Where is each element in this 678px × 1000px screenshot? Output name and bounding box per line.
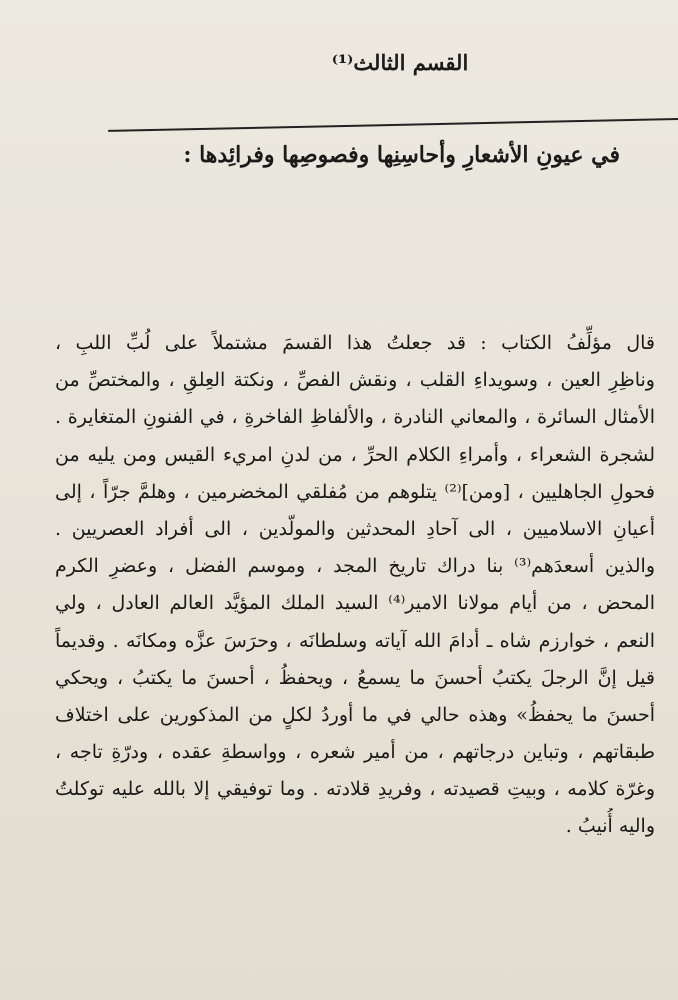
body-line: الأمثال السائرة ، والمعاني النادرة ، والألفاظِ الفاخرةِ ، في الفنونِ المتغايرة .	[55, 406, 655, 429]
body-line: فحولِ الجاهليين ، [ومن]⁽²⁾ يتلوهم من مُفلقي المخضرمين ، وهلمَّ جرّاً ، إلى	[55, 480, 655, 503]
body-line: طبقاتهم ، وتباين درجاتهم ، من أمير شعره ، وواسطةِ عقده ، ودرّةِ تاجه ،	[55, 741, 655, 764]
page-title: القسم الثالث⁽¹⁾	[331, 50, 469, 75]
header-rule	[108, 118, 678, 132]
body-line: أعيانِ الاسلاميين ، الى آحادِ المحدثين والمولّدين ، الى أفراد العصريين .	[55, 517, 655, 540]
section-heading: في عيونِ الأشعارِ وأحاسِنِها وفصوصِها وفرائِدها :	[183, 142, 620, 168]
body-line: وغرّة كلامه ، وبيتِ قصيدته ، وفريدِ قلادته . وما توفيقي إلا بالله عليه توكلتُ	[55, 778, 655, 801]
body-line: قال مؤلِّفُ الكتاب : قد جعلتُ هذا القسمَ مشتملاً على لُبِّ اللبِ ،	[55, 332, 655, 354]
body-line: لشجرة الشعراء ، وأمراءِ الكلام الحرِّ ، من لدنِ امريء القيس ومن يليه من	[55, 443, 655, 466]
body-line: النعم ، خوارزم شاه ـ أدامَ الله آياته وسلطانَه ، وحرَسَ عزَّه ومكانَه . وقديماً	[55, 629, 655, 652]
body-line: أحسنَ ما يحفظُ» وهذه حالي في ما أوردُ لكلٍ من المذكورين على اختلاف	[55, 703, 655, 726]
body-paragraph	[55, 325, 655, 846]
body-line: قيل إنَّ الرجلَ يكتبُ أحسنَ ما يسمعُ ، ويحفظُ ، أحسنَ ما يكتبُ ، ويحكي	[55, 666, 655, 689]
body-line: واليه أُنيبُ .	[565, 815, 655, 838]
body-line: المحض ، من أيام مولانا الامير⁽⁴⁾ السيد الملك المؤيَّد العالم العادل ، ولي	[55, 592, 655, 615]
show-through-text	[473, 18, 478, 36]
body-line: وناظِرِ العين ، وسويداءِ القلب ، ونقش الفصِّ ، ونكتة العِلقِ ، والمختصِّ من	[55, 369, 655, 392]
body-line: والذين أسعدَهم⁽³⁾ بنا دراك تاريخ المجد ، وموسم الفضل ، وعضرِ الكرم	[55, 555, 655, 578]
